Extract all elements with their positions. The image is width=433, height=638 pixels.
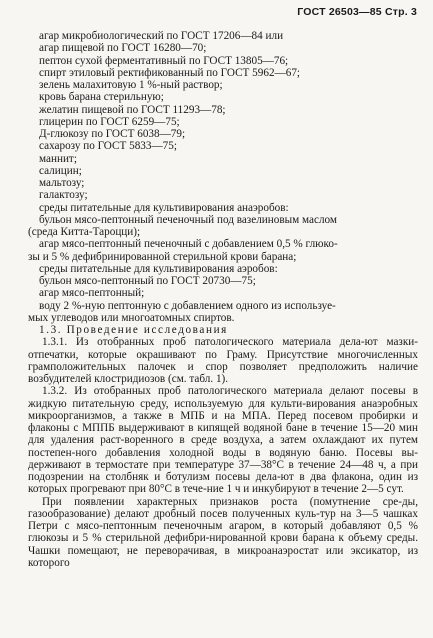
page-body bbox=[28, 30, 418, 569]
list-item: сахарозу по ГОСТ 5833—75; bbox=[39, 140, 177, 153]
list-item: мальтозу; bbox=[39, 177, 85, 189]
list-item: воду 2 %-ную пептонную с добавлением одного из используе- bbox=[39, 299, 336, 312]
list-item: Д-глюкозу по ГОСТ 6038—79; bbox=[39, 128, 186, 140]
list-item: глицерин по ГОСТ 6259—75; bbox=[39, 115, 180, 128]
list-item: среды питательные для культивирования аэробов: bbox=[39, 262, 278, 275]
list-item: маннит; bbox=[39, 152, 77, 165]
list-item: желатин пищевой по ГОСТ 11293—78; bbox=[39, 103, 226, 116]
list-item: агар пищевой по ГОСТ 16280—70; bbox=[39, 42, 207, 55]
list-item: бульон мясо-пептонный по ГОСТ 20730—75; bbox=[39, 275, 256, 287]
list-item: спирт этиловый ректификованный по ГОСТ 5962—67; bbox=[39, 66, 301, 79]
page-label: Стр. bbox=[384, 6, 408, 18]
list-item: пептон сухой ферментативный по ГОСТ 13805—76; bbox=[39, 54, 289, 67]
list-item: (среда Китта-Тароцци); bbox=[28, 226, 141, 238]
page-number: 3 bbox=[410, 6, 417, 18]
list-item: мых углеводов или многоатомных спиртов. bbox=[28, 311, 235, 324]
list-item: агар мясо-пептонный; bbox=[39, 287, 145, 300]
page-header bbox=[297, 6, 417, 18]
list-item: зелень малахитовую 1 %-ный раствор; bbox=[39, 79, 223, 91]
list-item: кровь барана стерильную; bbox=[39, 91, 164, 104]
list-item: бульон мясо-пептонный печеночный под вазелиновым маслом bbox=[39, 213, 337, 226]
paragraph-growth-signs: При появлении характерных признаков роста (помутнение сре-ды, газообразование) делают дробный посев полученных куль-тур на 3—5 чашках Петри с мясо-пептонным печеночным агаром, в который добавляют 0,5 % глюкозы и 5 % стерильной дефибри-нированной крови барана к объему среды. Чашки помещают, не переворачивая, в микроанаэростат или эксикатор, из которого bbox=[28, 495, 418, 569]
list-item: агар мясо-пептонный печеночный с добавлением 0,5 % глюко- bbox=[39, 238, 338, 251]
list-item: салицин; bbox=[39, 164, 82, 177]
paragraph-1-3-2: 1.3.2. Из отобранных проб патологического материала делают посевы в жидкую питательную среду, используемую для культи-вирования анаэробных микроорганизмов, а также в МПБ и на МПА. Перед посевом пробирки и флаконы с МППБ выдерживают в кипящей водяной бане в течение 15—20 мин для удаления раст-воренного в среде воздуха, а затем охлаждают их путем постепен-ного добавления холодной воды в водяную баню. Посевы вы-держивают в термостате при температуре 37—38°С в течение 24—48 ч, а при подозрении на столбняк и ботулизм посевы дела-ют в два флакона, один из которых прогревают при 80°С в тече-ние 1 ч и инкубируют в течение 2—5 сут. bbox=[28, 385, 418, 496]
standard-number: ГОСТ 26503—85 bbox=[297, 6, 382, 18]
paragraph-1-3-1: 1.3.1. Из отобранных проб патологического материала дела-ют мазки-отпечатки, которые окрашивают по Граму. Присутствие многочисленных грамположительных палочек и спор позволяет предположить наличие возбудителей клостридиозов (см. табл. 1). bbox=[28, 336, 418, 385]
list-item: галактозу; bbox=[39, 189, 88, 202]
list-item: зы и 5 % дефибринированной стерильной крови барана; bbox=[28, 250, 297, 263]
section-heading: 1.3. Проведение исследования bbox=[39, 324, 228, 336]
list-item: агар микробиологический по ГОСТ 17206—84 или bbox=[39, 30, 284, 42]
list-item: среды питательные для культивирования анаэробов: bbox=[39, 201, 289, 214]
